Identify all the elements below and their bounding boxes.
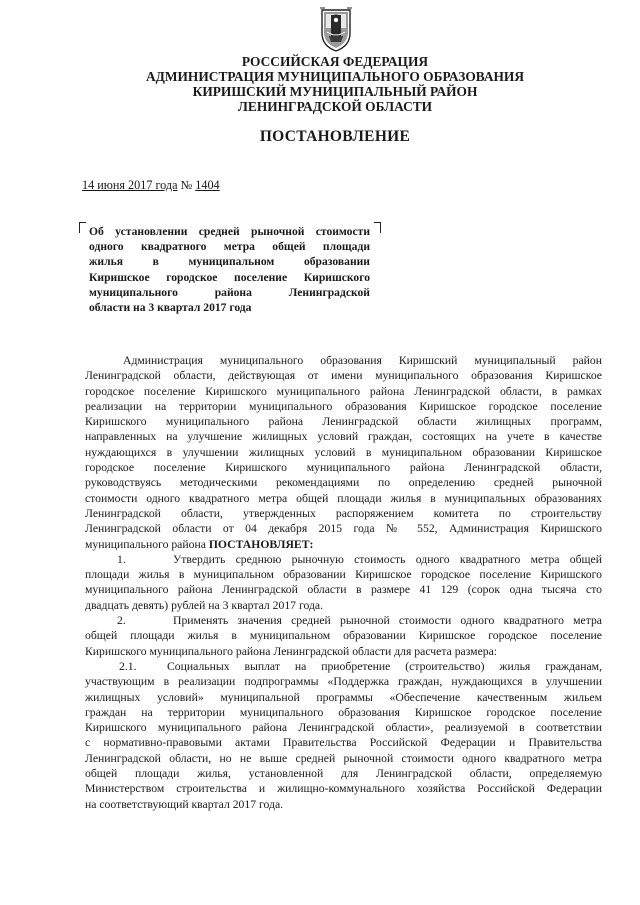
item-line: граждан на территории муниципального образования Киришское городское поселение: [85, 705, 602, 719]
item-line: Министерством строительства и жилищно-коммунального хозяйства Российской Федерации: [85, 782, 602, 796]
preamble-line: Ленинградской области, утвержденных распоряжением комитета по строительству: [85, 506, 602, 520]
preamble-end-text: муниципального района: [85, 537, 206, 551]
preamble-line: Администрация муниципального образования Киришский муниципальный район: [123, 354, 602, 367]
issuer-header: [100, 54, 570, 114]
item-number: 2.: [117, 614, 126, 628]
subject-line: Об установлении средней рыночной стоимости: [89, 225, 370, 238]
preamble-line: Киришского муниципального района Ленинградской области жилищных программ,: [85, 415, 602, 429]
preamble-line: направленных на улучшение жилищных условий граждан, состоящих на учете в качестве: [85, 430, 602, 444]
preamble-line: Ленинградской области от 04 декабря 2015 года № 552, Администрация Киришского: [85, 522, 602, 536]
preamble-line: нуждающихся в улучшении жилищных условий в муниципальном образовании Киришское: [85, 445, 602, 459]
subject-line: муниципального района Ленинградской: [89, 285, 370, 299]
preamble-line: городское поселение Киришского муниципального района Ленинградской области, в рамках: [85, 384, 602, 398]
item-line: [85, 613, 602, 628]
item-text: Социальных выплат на приобретение (строительство) жилья гражданам,: [167, 659, 602, 673]
item-text: Применять значения средней рыночной стоимости одного квадратного метра: [173, 614, 602, 628]
number-sign: №: [180, 178, 193, 192]
item-2: [85, 613, 602, 659]
coat-of-arms-emblem: [317, 6, 355, 52]
subject-bracket-right: [374, 222, 381, 233]
item-line: муниципального района Ленинградской области в размере 41 129 (сорок одна тысяча сто: [85, 583, 602, 597]
document-date: 14 июня 2017 года: [82, 178, 178, 192]
resolves-keyword: ПОСТАНОВЛЯЕТ:: [208, 537, 314, 551]
preamble-paragraph: [85, 353, 602, 552]
subject-line: жилья в муниципальном образовании: [89, 255, 370, 269]
document-number: 1404: [195, 178, 220, 192]
item-2-1: [85, 659, 602, 812]
item-1: [85, 552, 602, 613]
item-line: Киришского муниципального района Ленинградской области», реализуемой в соответствии: [85, 721, 602, 735]
header-line-country: РОССИЙСКАЯ ФЕДЕРАЦИЯ: [241, 54, 429, 69]
item-line: участвующим в реализации подпрограммы «Поддержка граждан, нуждающихся в улучшении: [85, 675, 602, 689]
document-subject: [89, 224, 370, 315]
subject-line: одного квадратного метра общей площади: [89, 240, 370, 254]
item-line: Киришского муниципального района Ленинградской области для расчета размера:: [85, 644, 498, 658]
item-line: на соответствующий квартал 2017 года.: [85, 797, 284, 811]
preamble-line: [85, 537, 602, 552]
subject-bracket-left: [79, 222, 86, 233]
preamble-line: руководствуясь методическими рекомендациями по определению средней рыночной: [85, 476, 602, 490]
item-line: общей площади жилья в муниципальном образовании Киришское городское поселение: [85, 629, 602, 643]
preamble-line: стоимости одного квадратного метра общей площади жилья в муниципальных образованиях: [85, 491, 602, 505]
item-line: жилищных условий» муниципальной программы «Обеспечение качественным жильем: [85, 690, 602, 704]
document-body: [85, 353, 602, 812]
header-line-region: ЛЕНИНГРАДСКОЙ ОБЛАСТИ: [237, 99, 433, 114]
item-line: [85, 659, 602, 674]
preamble-line: Ленинградской области, действующая от имени муниципального образования Киришское: [85, 369, 602, 383]
subject-line: Киришское городское поселение Киришского: [89, 270, 370, 284]
item-number: 1.: [117, 552, 126, 566]
header-line-district: КИРИШСКИЙ МУНИЦИПАЛЬНЫЙ РАЙОН: [192, 84, 478, 99]
item-line: общей площади жилья, установленной для Ленинградской области, определяемую: [85, 767, 602, 781]
item-line: площади жилья в муниципальном образовании Киришское городское поселение Киришского: [85, 568, 602, 582]
item-line: с нормативно-правовыми актами Правительства Российской Федерации и Правительства: [85, 736, 602, 750]
subject-line: области на 3 квартал 2017 года: [89, 301, 252, 315]
preamble-line: реализации на территории муниципального образования Киришское городское поселение: [85, 399, 602, 413]
item-line: двадцать девять) рублей на 3 квартал 2017 года.: [85, 598, 324, 612]
document-type-title: ПОСТАНОВЛЕНИЕ: [259, 128, 411, 145]
header-line-administration: АДМИНИСТРАЦИЯ МУНИЦИПАЛЬНОГО ОБРАЗОВАНИЯ: [146, 69, 524, 84]
date-and-number: [82, 178, 220, 193]
item-line: [85, 552, 602, 567]
item-text: Утвердить среднюю рыночную стоимость одного квадратного метра общей: [173, 552, 602, 566]
preamble-line: городское поселение Киришского муниципального района Ленинградской области,: [85, 461, 602, 475]
item-number: 2.1.: [119, 659, 137, 673]
item-line: Ленинградской области, но не выше средней рыночной стоимости одного квадратного метра: [85, 751, 602, 765]
